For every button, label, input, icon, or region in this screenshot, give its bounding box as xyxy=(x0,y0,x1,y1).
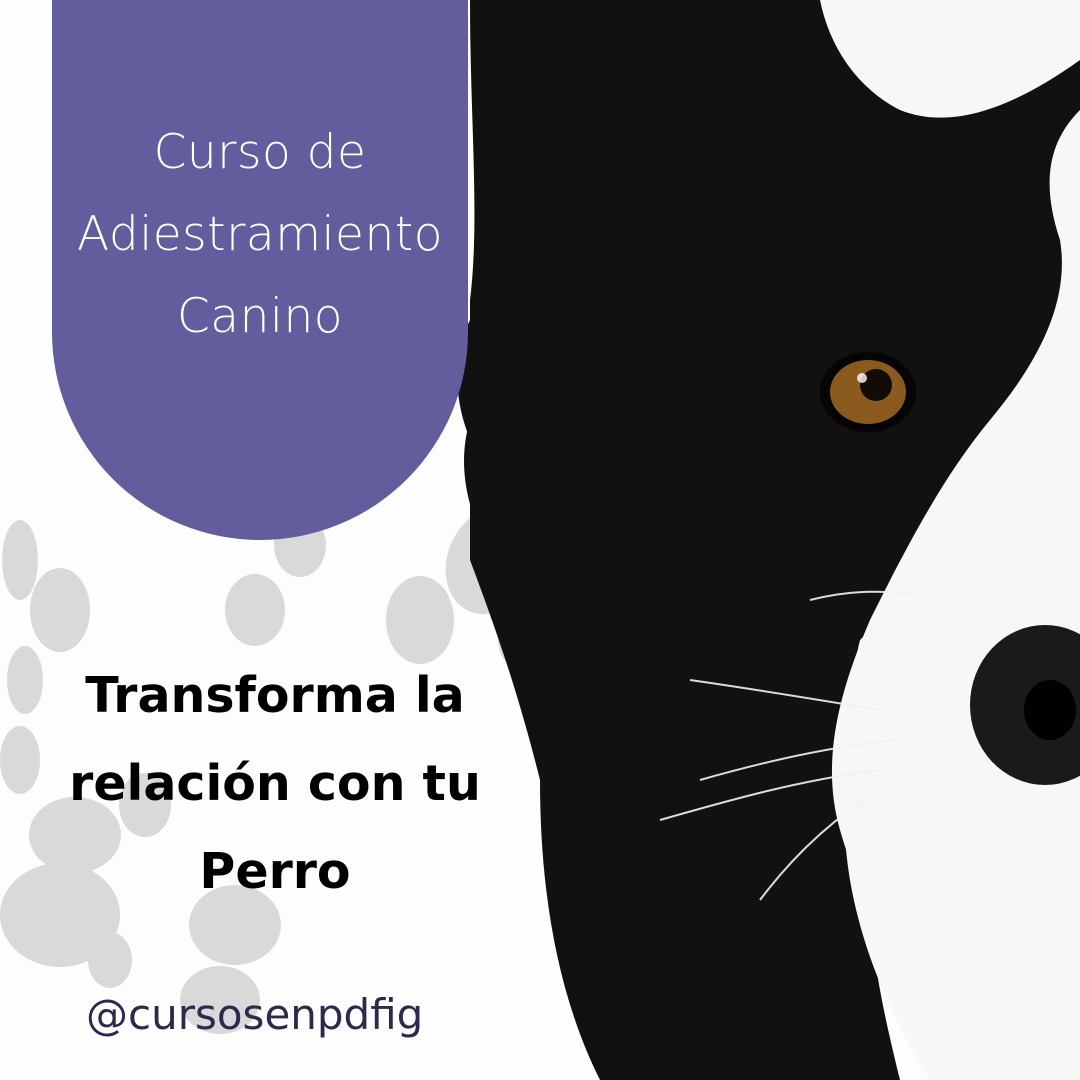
headline-line-2: relación con tu xyxy=(69,755,481,812)
headline xyxy=(40,652,510,916)
title-line-1: Curso de xyxy=(153,125,367,180)
headline-line-3: Perro xyxy=(199,843,351,900)
title-card xyxy=(52,0,468,540)
title-line-2: Adiestramiento xyxy=(77,207,443,262)
social-handle: @cursosenpdfig xyxy=(86,990,424,1039)
title-line-3: Canino xyxy=(176,289,343,344)
headline-line-1: Transforma la xyxy=(85,667,465,724)
